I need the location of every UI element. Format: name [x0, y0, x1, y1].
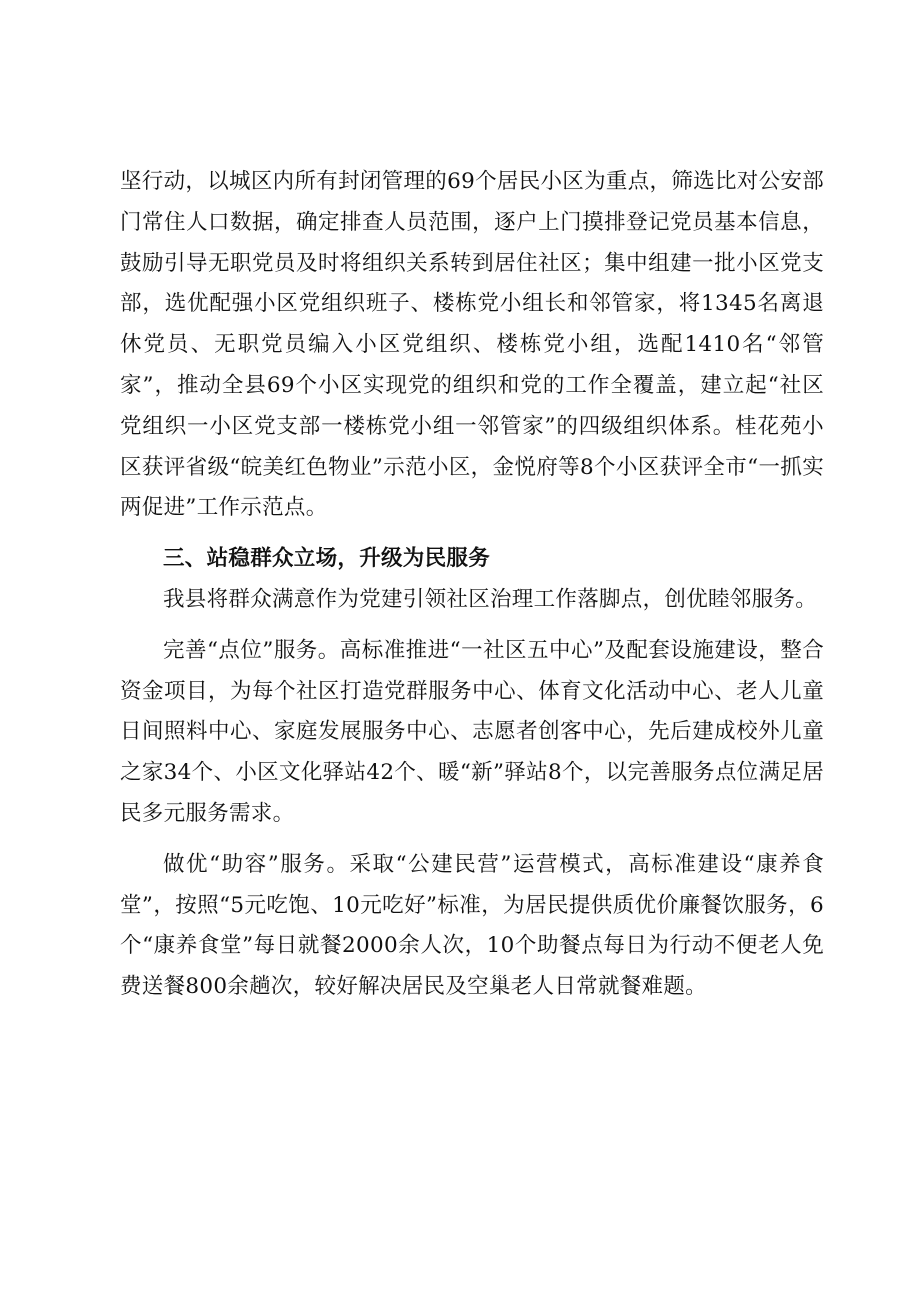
paragraph-dianwei-service: 完善“点位”服务。高标准推进“一社区五中心”及配套设施建设，整合资金项目，为每个社区打造党群服务中心、体育文化活动中心、老人儿童日间照料中心、家庭发展服务中心、志愿者创客中心，先后建成校外儿童之家34个、小区文化驿站42个、暖“新”驿站8个，以完善服务点位满足居民多元服务需求。: [120, 637, 824, 826]
document-body: [120, 162, 824, 1008]
paragraph-intro: 我县将群众满意作为党建引领社区治理工作落脚点，创优睦邻服务。: [163, 586, 818, 612]
paragraph-continued: 坚行动，以城区内所有封闭管理的69个居民小区为重点，筛选比对公安部门常住人口数据，确定排查人员范围，逐户上门摸排登记党员基本信息，鼓励引导无职党员及时将组织关系转到居住社区；集中组建一批小区党支部，选优配强小区党组织班子、楼栋党小组长和邻管家，将1345名离退休党员、无职党员编入小区党组织、楼栋党小组，选配1410名“邻管家”，推动全县69个小区实现党的组织和党的工作全覆盖，建立起“社区党组织一小区党支部一楼栋党小组一邻管家”的四级组织体系。桂花苑小区获评省级“皖美红色物业”示范小区，金悦府等8个小区获评全市“一抓实两促进”工作示范点。: [120, 169, 824, 521]
paragraph-zhurong-service: 做优“助容”服务。采取“公建民营”运营模式，高标准建设“康养食堂”，按照“5元吃饱、10元吃好”标准，为居民提供质优价廉餐饮服务，6个“康养食堂”每日就餐2000余人次，10个助餐点每日为行动不便老人免费送餐800余趟次，较好解决居民及空巢老人日常就餐难题。: [120, 851, 824, 1000]
section-heading: 三、站稳群众立场，升级为民服务: [163, 546, 491, 572]
